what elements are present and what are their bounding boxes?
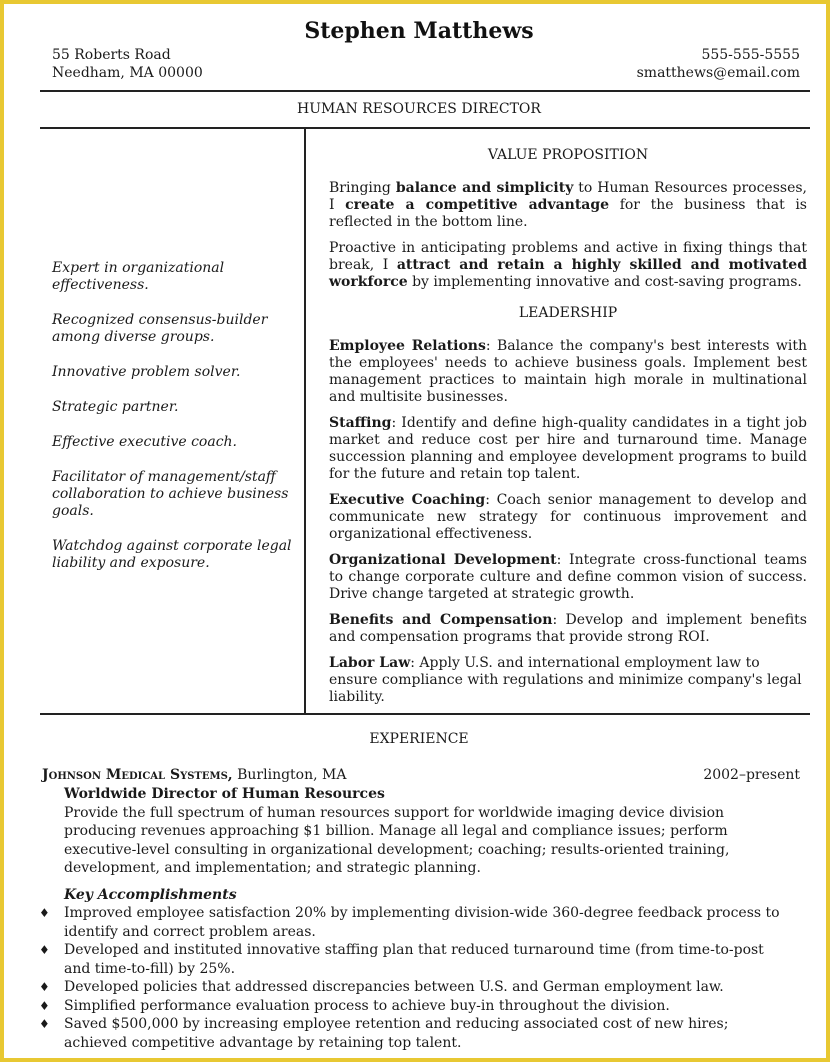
value-paragraph-2 [329,240,807,291]
diamond-bullet-icon: ♦ [39,943,50,957]
leadership-text: : Apply U.S. and international employment law to ensure compliance with regulations and minimize company's legal liability. [329,655,802,705]
leadership-item [329,338,807,406]
accomplishment-text: Saved $500,000 by increasing employee retention and reducing associated cost of new hires; achieved competitive advantage by retaining top talent. [64,1016,729,1051]
accomplishment-text: Improved employee satisfaction 20% by implementing division-wide 360-degree feedback process to identify and correct problem areas. [64,905,780,940]
strength-item: Recognized consensus-builder among diverse groups. [52,312,268,345]
accomplishment-text: Developed and instituted innovative staffing plan that reduced turnaround time (from time-to-post and time-to-fill) by 25%. [64,942,764,977]
job-details [39,785,794,1052]
accomplishment-item [37,941,794,978]
text-run: to Human Resources processes, I [329,180,808,213]
company-location: Burlington, MA [232,767,347,783]
value-paragraph-1 [329,180,807,231]
strengths-list [52,260,302,590]
leadership-item [329,552,807,603]
leadership-text: : Develop and implement benefits and compensation programs that provide strong ROI. [329,612,807,645]
accomplishments-list [39,904,794,1052]
emphasis-text: attract and retain a highly skilled and motivated workforce [329,257,807,290]
leadership-label: Benefits and Compensation [329,612,553,628]
diamond-bullet-icon: ♦ [39,980,50,994]
strength-item: Strategic partner. [52,399,179,415]
leadership-text: : Balance the company's best interests with the employees' needs to achieve business goals. Implement best management practices to maintain high morale in multinational and multisite businesses. [329,338,807,405]
header-divider-bottom [40,127,810,129]
column-divider [304,128,306,714]
text-run: by implementing innovative and cost-saving programs. [407,274,802,290]
email-address: smatthews@email.com [636,65,800,81]
phone-number: 555-555-5555 [701,47,800,63]
emphasis-text: create a competitive advantage [345,197,610,213]
leadership-label: Staffing [329,415,392,431]
candidate-name: Stephen Matthews [304,18,534,44]
headline-title: HUMAN RESOURCES DIRECTOR [297,101,541,117]
diamond-bullet-icon: ♦ [39,998,50,1013]
job-dates: 2002–present [703,767,800,783]
diamond-bullet-icon: ♦ [39,906,50,920]
leadership-label: Executive Coaching [329,492,486,508]
contact-block [637,46,800,82]
text-run: Bringing [329,180,396,196]
strength-item: Innovative problem solver. [52,364,241,380]
company-name: Johnson Medical Systems, [42,767,233,783]
text-run: for the business that is reflected in the bottom line. [329,197,807,230]
address-block [52,46,203,82]
leadership-text: : Coach senior management to develop and communicate new strategy for continuous improvement and organizational effectiveness. [329,492,807,542]
accomplishment-item [37,978,794,997]
emphasis-text: balance and simplicity [395,180,574,196]
leadership-label: Organizational Development [329,552,557,568]
accomplishment-item [37,904,794,941]
accomplishment-text: Developed policies that addressed discrepancies between U.S. and German employment law. [64,979,724,995]
text-run: Proactive in anticipating problems and active in fixing things that break, I [329,240,807,273]
job-title: Worldwide Director of Human Resources [64,786,385,802]
value-proposition-heading: VALUE PROPOSITION [487,147,649,163]
accomplishments-heading: Key Accomplishments [64,886,237,903]
leadership-text: : Integrate cross-functional teams to change corporate culture and define common vision of success. Drive change targeted at strategic growth. [329,552,807,602]
strength-item: Watchdog against corporate legal liability and exposure. [52,538,292,571]
diamond-bullet-icon: ♦ [39,1017,50,1031]
leadership-label: Employee Relations [329,338,486,354]
experience-heading: EXPERIENCE [369,731,469,747]
strength-item: Expert in organizational effectiveness. [52,260,225,293]
leadership-text: : Identify and define high-quality candidates in a tight job market and reduce cost per hire and turnaround time. Manage succession planning and employee development programs to build for the future and retain top talent. [329,415,807,482]
job-description: Provide the full spectrum of human resources support for worldwide imaging device division producing revenues approaching $1 billion. Manage all legal and compliance issues; perform executive-level consulting in organizational development; coaching; results-oriented training, development, and implementation; and strategic planning. [64,804,730,876]
header-divider-top [40,90,810,92]
accomplishment-text: Simplified performance evaluation process to achieve buy-in throughout the division. [64,997,670,1014]
leadership-item [329,415,807,483]
experience-divider [40,713,810,715]
address-line-1: 55 Roberts Road [52,47,171,63]
right-column [329,147,807,715]
leadership-item [329,492,807,543]
accomplishment-item [37,1015,794,1052]
strength-item: Effective executive coach. [52,434,238,450]
strength-item: Facilitator of management/staff collaboration to achieve business goals. [52,469,289,519]
leadership-item [329,655,807,706]
leadership-item [329,612,807,646]
accomplishment-item [37,997,794,1016]
leadership-label: Labor Law [329,655,411,671]
job-header [42,767,800,783]
address-line-2: Needham, MA 00000 [52,65,203,81]
leadership-heading: LEADERSHIP [518,305,618,321]
